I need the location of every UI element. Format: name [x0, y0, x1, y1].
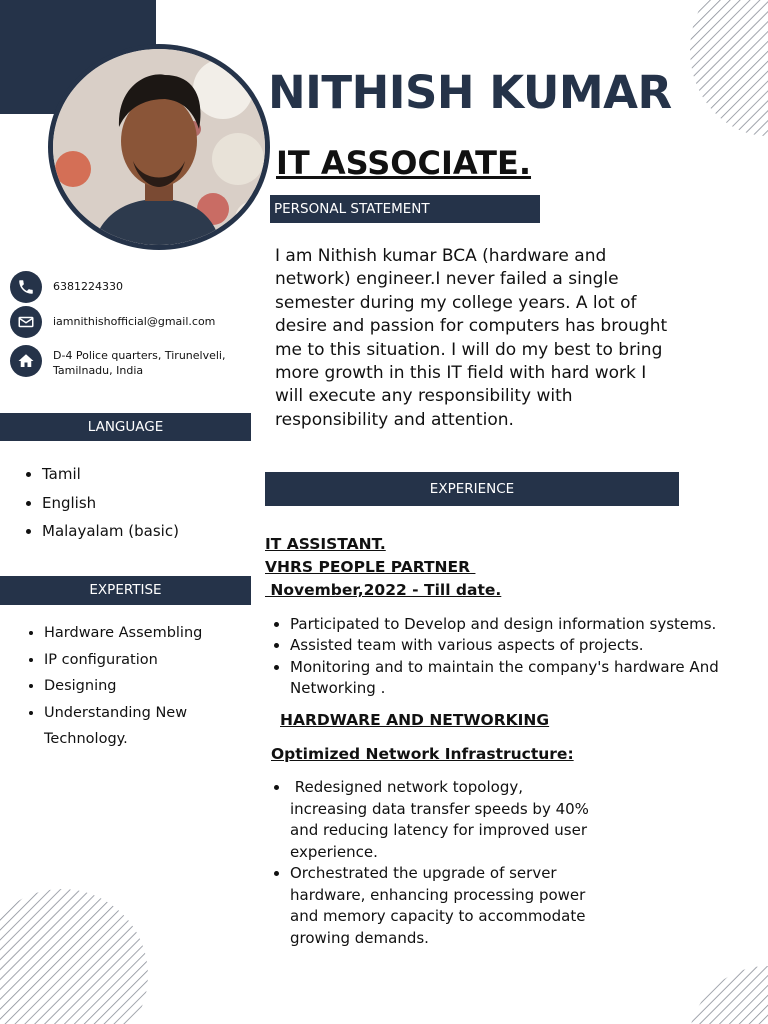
contact-email [10, 306, 215, 338]
phone-number: 6381224330 [53, 280, 123, 293]
job-block [265, 533, 501, 602]
job-role-title: IT ASSOCIATE. [276, 144, 532, 182]
phone-icon [10, 271, 42, 303]
list-item: • English [42, 489, 179, 518]
list-item: • IP configuration [44, 647, 254, 674]
job-title: IT ASSISTANT. [265, 535, 386, 553]
hatched-circle-bottom-left [0, 880, 150, 1024]
list-item: • Designing [44, 673, 254, 700]
employment-period: November,2022 - Till date. [265, 581, 502, 599]
hatched-circle-bottom-right [668, 966, 768, 1024]
language-heading: LANGUAGE [0, 413, 251, 441]
list-item: • Understanding New Technology. [44, 700, 254, 753]
contact-phone [10, 271, 123, 303]
list-item: • Malayalam (basic) [42, 517, 179, 546]
mail-icon [10, 306, 42, 338]
company-name: VHRS PEOPLE PARTNER [265, 558, 476, 576]
achievements-list [272, 777, 594, 949]
list-item: • Hardware Assembling [44, 620, 254, 647]
duties-list [272, 614, 768, 699]
list-item: • Orchestrated the upgrade of server hardware, enhancing processing power and memory capacity to accommodate growing demands. [290, 863, 590, 949]
list-item: • Assisted team with various aspects of projects. [290, 635, 768, 656]
list-item: • Participated to Develop and design information systems. [290, 614, 768, 635]
experience-heading: EXPERIENCE [265, 472, 679, 506]
personal-statement-heading: PERSONAL STATEMENT [270, 195, 540, 223]
list-item: • Redesigned network topology, increasing data transfer speeds by 40% and reducing latency for improved user experience. [290, 777, 590, 863]
profile-photo [53, 49, 265, 245]
postal-address: D-4 Police quarters, Tirunelveli, Tamilnadu, India [53, 349, 226, 377]
list-item: • Tamil [42, 460, 179, 489]
list-item: • Monitoring and to maintain the company's hardware And Networking . [290, 657, 768, 700]
personal-statement-text: I am Nithish kumar BCA (hardware and network) engineer.I never failed a single semester during my college years. A lot of desire and passion for computers has brought me to this situation. I will do my best to bring more growth in this IT field with hard work I will execute any responsibility with responsibility and attention. [275, 246, 668, 430]
home-icon [10, 345, 42, 377]
expertise-heading: EXPERTISE [0, 576, 251, 605]
expertise-list [26, 620, 254, 753]
email-address: iamnithishofficial@gmail.com [53, 315, 216, 328]
language-list [24, 460, 179, 546]
hardware-networking-heading: HARDWARE AND NETWORKING [280, 711, 550, 729]
network-subheading: Optimized Network Infrastructure: [271, 745, 574, 763]
candidate-name: NITHISH KUMAR [268, 66, 672, 119]
contact-address [10, 345, 243, 378]
